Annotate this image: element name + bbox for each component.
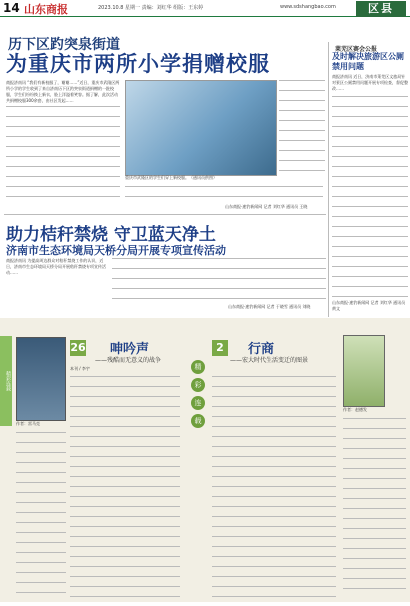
story1-photo [125, 80, 277, 176]
review2-body-right [343, 418, 406, 598]
review1-title: 呻吟声 [110, 342, 150, 357]
review-sidebar: 精彩连载 [0, 336, 12, 426]
photo-caption: 重庆市武隆区的学生们穿上新校服。（通讯员供图） [125, 175, 217, 180]
book-cover-1 [16, 337, 66, 421]
story2-body-lines [112, 258, 326, 308]
dateline: 2023.10.8 星期一 责编：刘红华 组版：王东婷 [98, 5, 204, 11]
story1-kicker: 历下区趵突泉街道 [8, 37, 120, 53]
side-body: 商报济南讯 近日，济南市莱芜区文旅局针对景区公厕禁用问题开展专项检查，督促整改…… [332, 74, 408, 91]
section-badge: 区县 [356, 1, 406, 17]
review2-subtitle: ——宏大时代生活变迁的图景 [230, 357, 309, 364]
story1-body: 商报济南讯 “我们有新校服了，谢谢……”近日，重庆市武隆区两所小学的学生收到了来自济南历下区趵突泉街道捐赠的一批校服，学生们纷纷换上新衣，脸上洋溢着笑容。据了解，此次活动共捐赠校服300余套，由社区发起…… [6, 80, 120, 103]
review1-body-left [16, 432, 66, 602]
side-credit: 山东商报·速豹新闻网 记者 刘红华 通讯员 黄文 [332, 300, 406, 311]
side-kicker: 莱芜区赛会公报 [335, 46, 378, 53]
medal-icon: 载 [191, 414, 205, 428]
review2-title: 行商 [248, 342, 275, 357]
story1-col3 [279, 80, 325, 180]
book1-caption: 作者：雷马克 [16, 421, 40, 426]
review1-number: 26 [70, 341, 86, 354]
medal-icon: 彩 [191, 378, 205, 392]
story1-headline: 为重庆市两所小学捐赠校服 [6, 52, 270, 76]
page-number: 14 [3, 1, 20, 15]
medal-icon: 精 [191, 360, 205, 374]
paper-name: 山东商报 [24, 3, 68, 16]
review2-number: 2 [212, 340, 228, 356]
review1-body [70, 376, 180, 606]
review1-subtitle: ——残酷而无意义的战争 [95, 357, 162, 364]
story-divider [4, 214, 326, 215]
website-link[interactable]: www.sdshangbao.com [280, 4, 336, 10]
story2-subhead: 济南市生态环境局天桥分局开展专项宣传活动 [6, 244, 226, 257]
review2-body [212, 376, 336, 606]
story2-headline: 助力桔秆禁烧 守卫蓝天净土 [6, 225, 216, 245]
story1-body-right [125, 186, 323, 206]
story1-body-lines [6, 106, 120, 206]
review1-author: 本刊 / 李宇 [70, 366, 90, 371]
medal-icon: 连 [191, 396, 205, 410]
side-body-lines [332, 96, 408, 306]
side-headline: 及时解决旅游区公厕禁用问题 [332, 52, 404, 71]
book2-caption: 作者：赵德发 [343, 407, 367, 412]
book-cover-2 [343, 335, 385, 407]
story1-credit: 山东商报·速豹新闻网 记者 刘红华 通讯员 王晓 [225, 204, 308, 209]
story2-credit: 山东商报·速豹新闻网 记者 于晓雪 通讯员 刘晓 [228, 304, 311, 309]
column-divider [328, 42, 329, 317]
story2-body: 商报济南讯 为提高周边群众对秸秆禁烧工作的认识，近日，济南市生态环境局天桥分局开展秸秆禁烧专项宣传活动…… [6, 258, 106, 275]
